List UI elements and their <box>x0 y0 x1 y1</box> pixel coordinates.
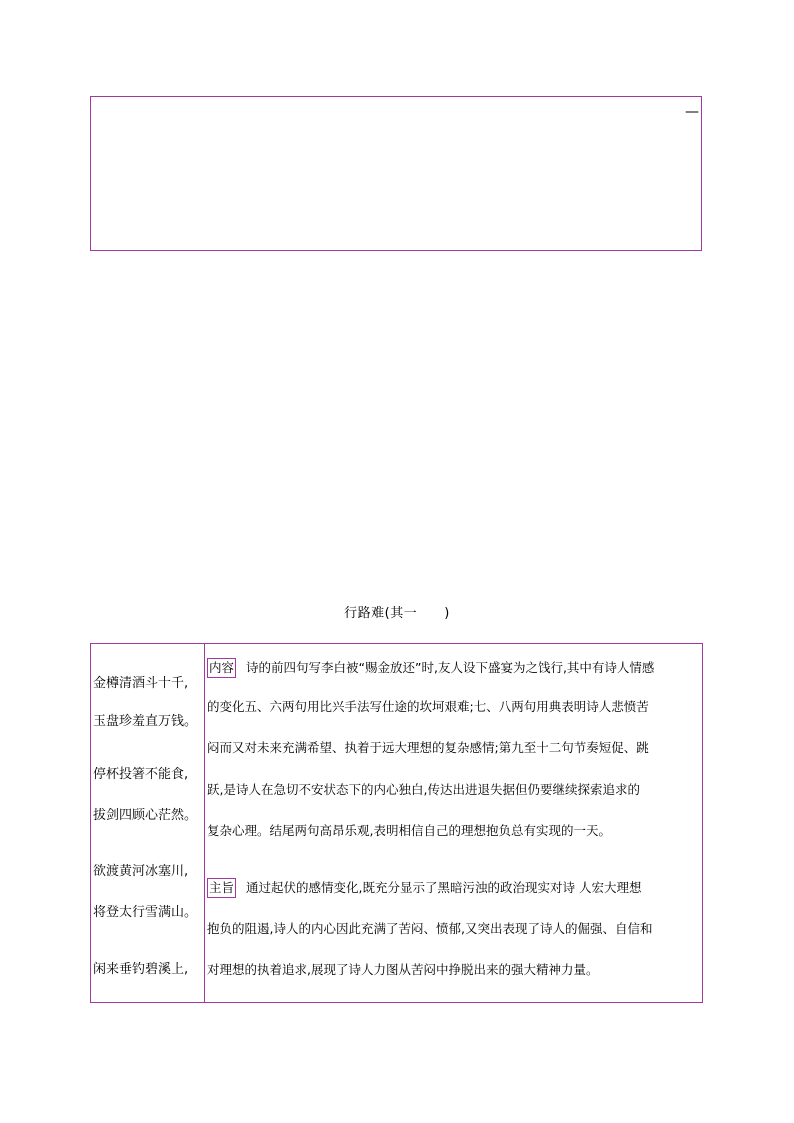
poem-line-4: 拔剑四顾心茫然。 <box>93 808 198 823</box>
poem-line-1: 金樽清酒斗十千, <box>93 676 189 691</box>
poem-line-6: 将登太行雪满山。 <box>93 905 198 920</box>
column-divider <box>204 644 205 1002</box>
content-line-5: 复杂心理。结尾两句高昂乐观,表明相信自己的理想抱负总有实现的一天。 <box>207 823 611 838</box>
theme-line-1 <box>207 878 641 898</box>
top-box <box>90 96 702 251</box>
content-line-2: 的变化五、六两句用比兴手法写仕途的坎坷艰难;七、八两句用典表明诗人悲愤苦 <box>207 699 649 714</box>
content-line-3: 闷而又对未来充满希望、执着于远大理想的复杂感情;第九至十二句节奏短促、跳 <box>207 740 649 755</box>
poem-line-5: 欲渡黄河冰塞川, <box>93 864 189 879</box>
poem-line-7: 闲来垂钓碧溪上, <box>93 962 189 977</box>
poem-title: 行路难(其一 ) <box>344 606 450 621</box>
content-line-1 <box>207 658 654 678</box>
poem-line-3: 停杯投箸不能食, <box>93 767 189 782</box>
poem-line-2: 玉盘珍羞直万钱。 <box>93 714 198 729</box>
dash-mark: — <box>685 104 699 120</box>
content-text-1: 诗的前四句写李白被“赐金放还”时,友人设下盛宴为之饯行,其中有诗人情感 <box>246 660 655 675</box>
content-tag: 内容 <box>207 658 236 678</box>
theme-line-2: 抱负的阻遏,诗人的内心因此充满了苦闷、愤郁,又突出表现了诗人的倔强、自信和 <box>207 921 653 936</box>
content-line-4: 跃,是诗人在急切不安状态下的内心独白,传达出进退失据但仍要继续探索追求的 <box>207 782 640 797</box>
poem-analysis-table <box>90 643 703 1003</box>
theme-line-3: 对理想的执着追求,展现了诗人力图从苦闷中挣脱出来的强大精神力量。 <box>207 962 599 977</box>
theme-text-1: 通过起伏的感情变化,既充分显示了黑暗污浊的政治现实对诗 人宏大理想 <box>246 880 642 895</box>
theme-tag: 主旨 <box>207 878 236 898</box>
